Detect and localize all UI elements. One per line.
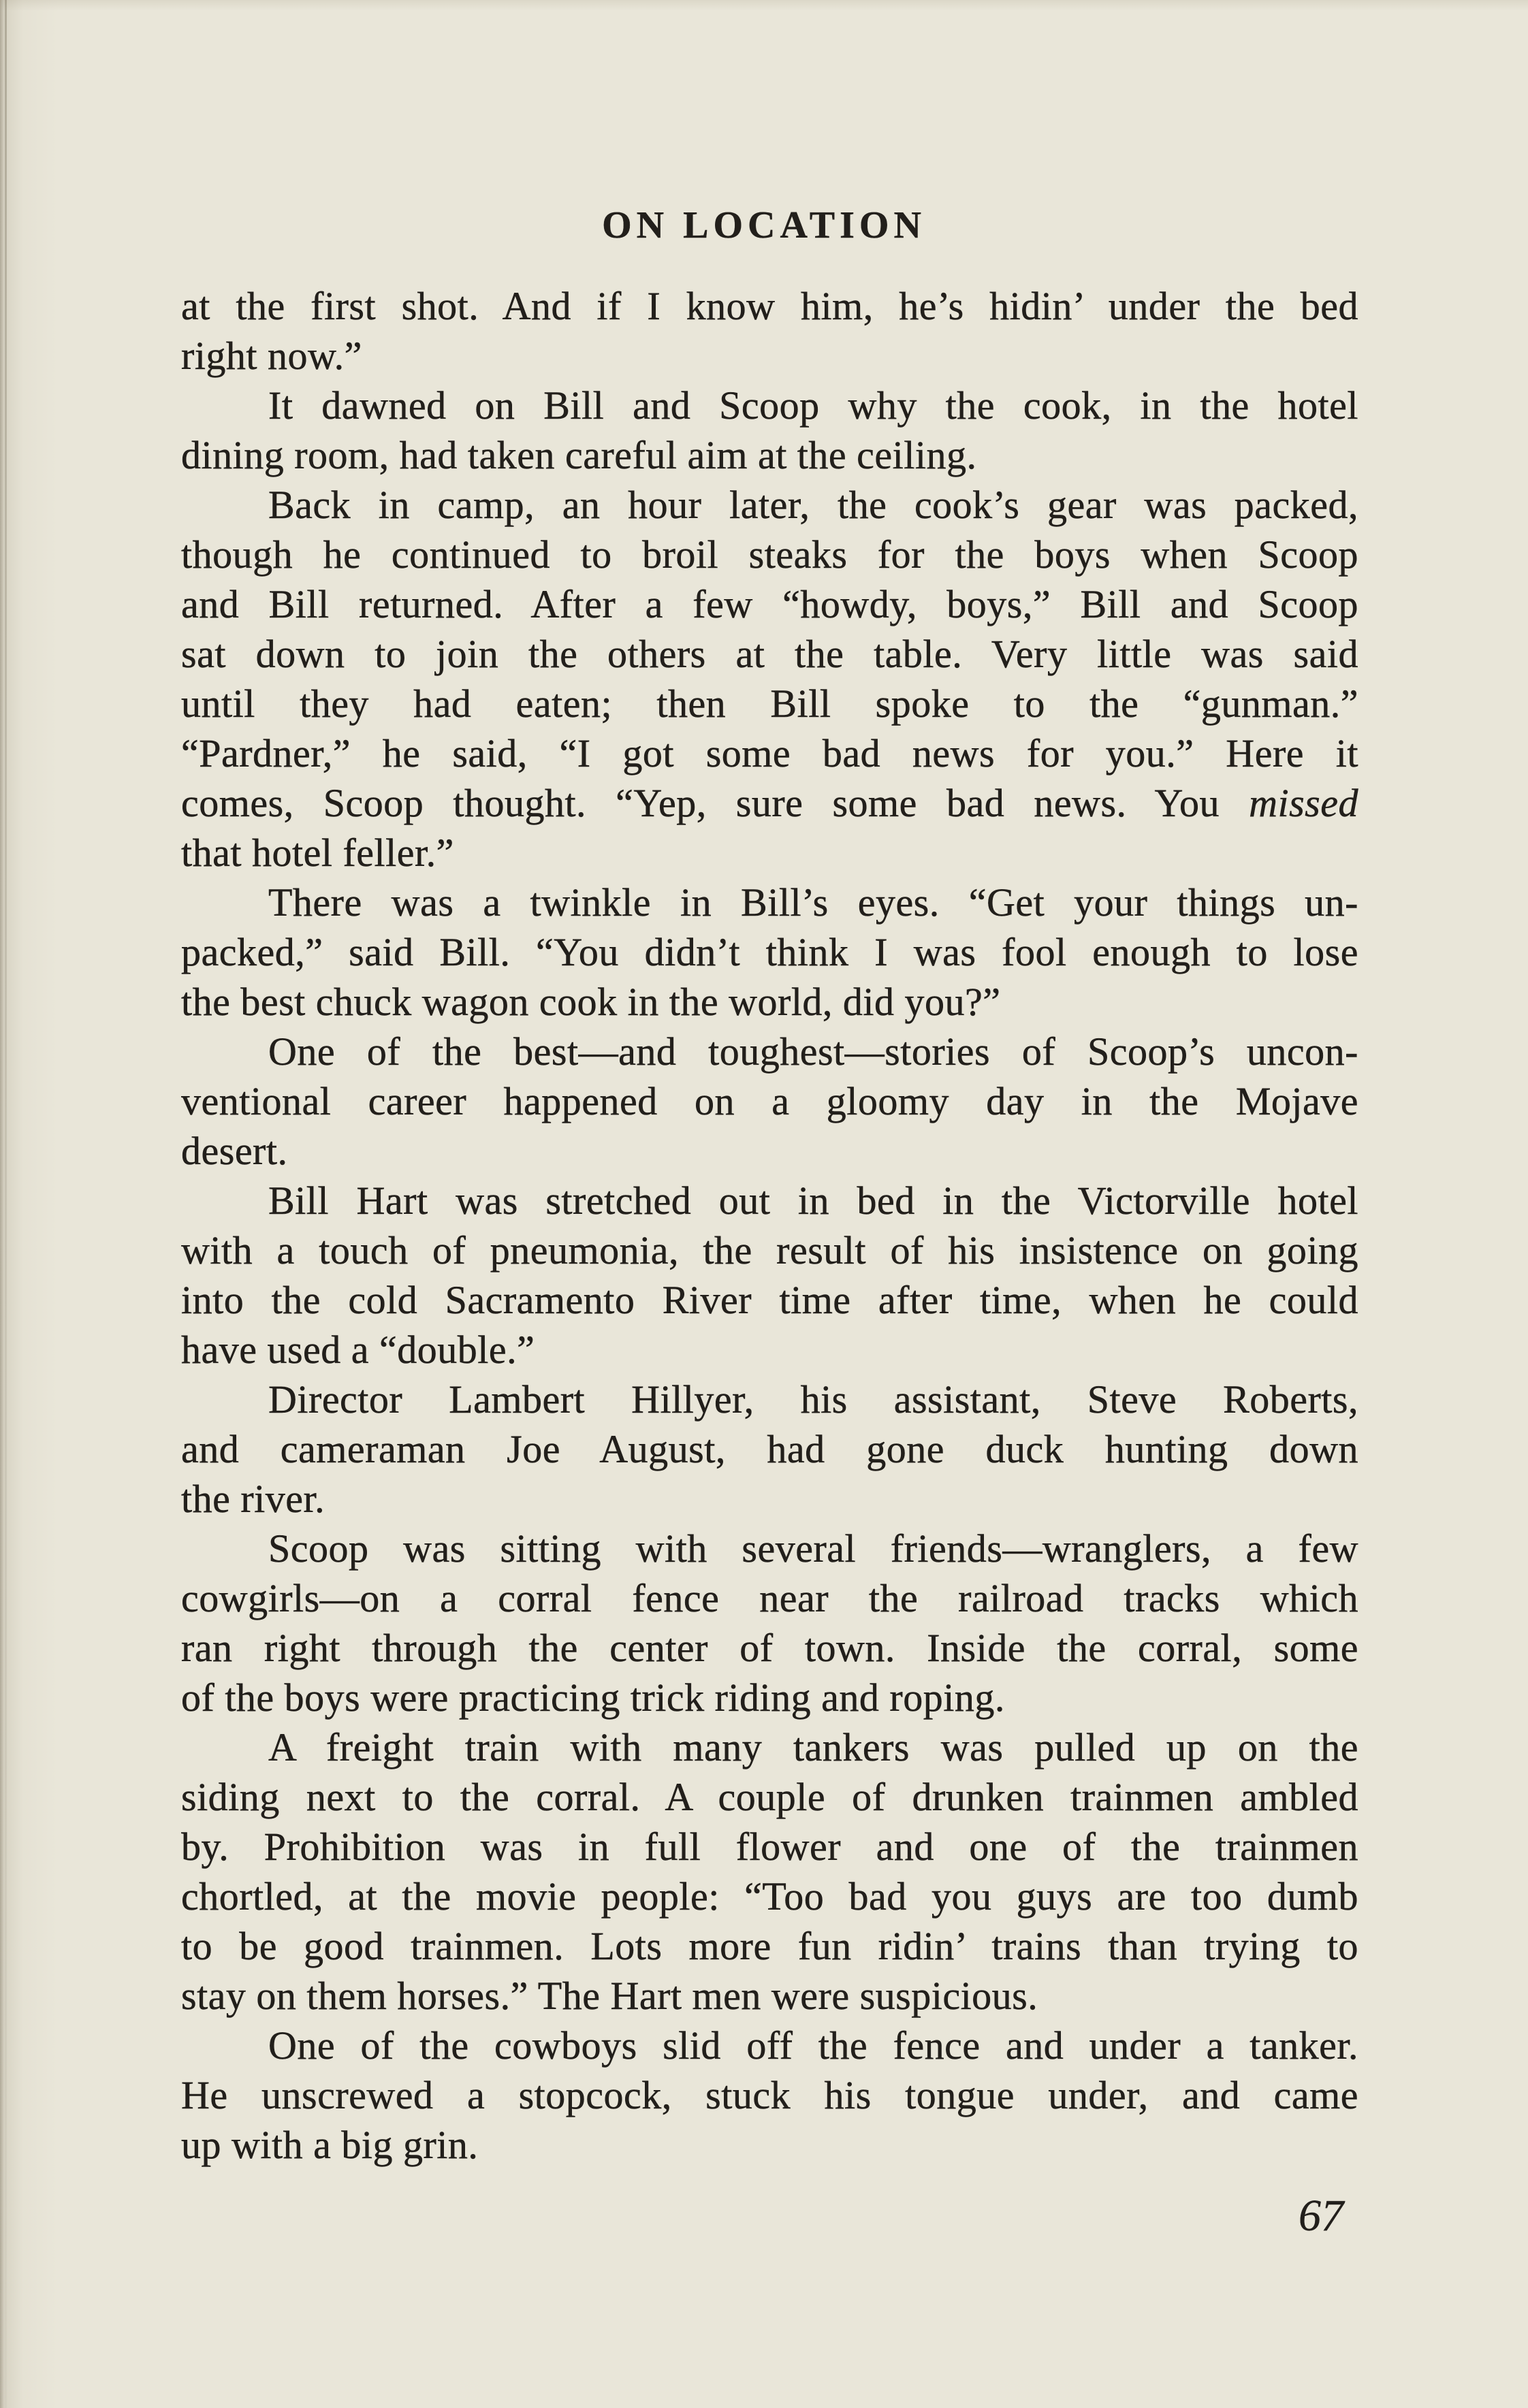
paragraph [181, 480, 1358, 878]
paragraph [181, 1027, 1358, 1176]
text-line: of the boys were practicing trick riding and roping. [181, 1675, 1005, 1720]
text-line: Back in camp, an hour later, the cook’s gear was packed, [268, 483, 1358, 527]
paragraph [181, 2021, 1358, 2170]
text-line: A freight train with many tankers was pulled up on the [268, 1725, 1358, 1769]
text-line: right now.” [181, 334, 362, 378]
text-line: comes, Scoop thought. “Yep, sure some bad news. You missed [181, 781, 1358, 825]
text-line: into the cold Sacramento River time after time, when he could [181, 1278, 1358, 1322]
page-edge-shadow [5, 0, 7, 2408]
text-line: the river. [181, 1477, 325, 1521]
text-line: ventional career happened on a gloomy day in the Mojave [181, 1079, 1358, 1123]
text-line: with a touch of pneumonia, the result of his insistence on going [181, 1228, 1358, 1272]
text-line: stay on them horses.” The Hart men were suspicious. [181, 1974, 1038, 2018]
text-line: One of the best—and toughest—stories of Scoop’s uncon- [268, 1029, 1358, 1074]
text-line: Bill Hart was stretched out in bed in the Victorville hotel [268, 1178, 1358, 1223]
text-line: packed,” said Bill. “You didn’t think I was fool enough to lose [181, 930, 1358, 974]
body-text [181, 281, 1358, 2170]
text-line: by. Prohibition was in full flower and one of the trainmen [181, 1825, 1358, 1869]
paragraph [181, 1524, 1358, 1722]
text-line: “Pardner,” he said, “I got some bad news for you.” Here it [181, 731, 1358, 775]
text-line: Director Lambert Hillyer, his assistant, Steve Roberts, [268, 1377, 1358, 1422]
text-line: cowgirls—on a corral fence near the railroad tracks which [181, 1576, 1358, 1620]
paragraph [181, 1375, 1358, 1524]
text-line: Scoop was sitting with several friends—wranglers, a few [268, 1526, 1358, 1571]
text-line: though he continued to broil steaks for the boys when Scoop [181, 532, 1358, 577]
page-number: 67 [1299, 2191, 1343, 2241]
text-line: He unscrewed a stopcock, stuck his tongue under, and came [181, 2073, 1358, 2117]
text-line: have used a “double.” [181, 1328, 535, 1372]
text-line: at the first shot. And if I know him, he’s hidin’ under the bed [181, 284, 1358, 328]
text-line: There was a twinkle in Bill’s eyes. “Get your things un- [268, 880, 1358, 925]
text-line: siding next to the corral. A couple of drunken trainmen ambled [181, 1775, 1358, 1819]
paragraph [181, 1176, 1358, 1375]
text-line: chortled, at the movie people: “Too bad you guys are too dumb [181, 1874, 1358, 1919]
paragraph [181, 281, 1358, 381]
text-line: ran right through the center of town. Inside the corral, some [181, 1626, 1358, 1670]
text-line: and Bill returned. After a few “howdy, boys,” Bill and Scoop [181, 582, 1358, 626]
text-line: that hotel feller.” [181, 831, 454, 875]
text-line: dining room, had taken careful aim at the ceiling. [181, 433, 977, 477]
text-line: sat down to join the others at the table. Very little was said [181, 632, 1358, 676]
text-line: It dawned on Bill and Scoop why the cook, in the hotel [268, 383, 1358, 428]
paragraph [181, 1722, 1358, 2021]
text-line: One of the cowboys slid off the fence and under a tanker. [268, 2023, 1358, 2068]
text-line: until they had eaten; then Bill spoke to the “gunman.” [181, 681, 1358, 726]
text-line: up with a big grin. [181, 2123, 479, 2167]
running-header: ON LOCATION [602, 204, 926, 246]
paragraph [181, 381, 1358, 480]
text-line: to be good trainmen. Lots more fun ridin’ trains than trying to [181, 1924, 1358, 1968]
text-line: the best chuck wagon cook in the world, did you?” [181, 980, 1001, 1024]
paragraph [181, 878, 1358, 1027]
text-line: and cameraman Joe August, had gone duck hunting down [181, 1427, 1358, 1471]
text-line: desert. [181, 1129, 288, 1173]
